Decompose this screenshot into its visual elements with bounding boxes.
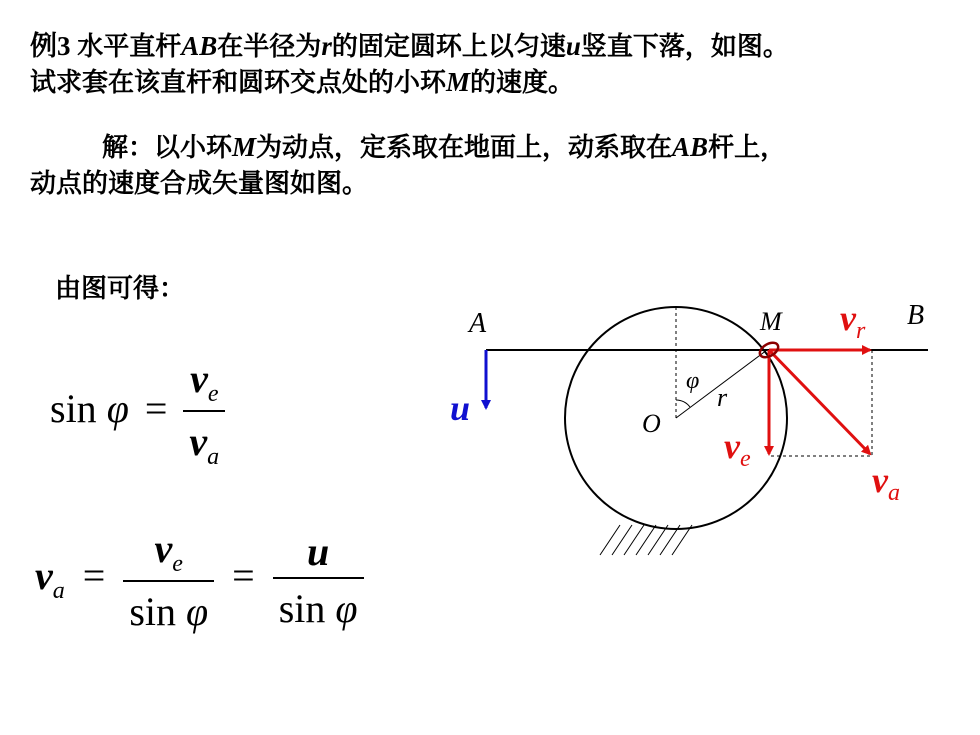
label-phi: φ — [686, 368, 700, 394]
fraction-ve-sin: $\frac{v_e}{\text{sin φ}}$ — [123, 525, 214, 635]
label-ve: $v_e$ — [724, 426, 751, 472]
fraction-ve-va: $\frac{v_e}{v_a}$ — [183, 355, 225, 471]
label-va: $v_a$ — [872, 460, 900, 506]
label-b: B — [907, 300, 925, 331]
solution-line-2: 动点的速度合成矢量图如图。 — [30, 169, 369, 199]
label-vr: $v_r$ — [840, 298, 866, 344]
formula-va: $v_a$ = $\frac{v_e}{\text{sin φ}}$ = $\frac{u}{\text{sin φ}}$ — [35, 525, 364, 635]
formula-sin-phi: sin φ = $\frac{v_e}{v_a}$ — [50, 355, 225, 471]
label-r: r — [717, 383, 728, 412]
phi-arc — [676, 400, 690, 407]
fraction-u-sin: $\frac{u}{\text{sin φ}}$ — [273, 528, 364, 632]
problem-line-1: 例3 水平直杆AB在半径为r的固定圆环上以匀速u竖直下落，如图。 — [30, 31, 789, 62]
label-o: O — [642, 409, 661, 438]
label-a: A — [469, 308, 487, 339]
derivation-heading: 由图可得： — [55, 274, 186, 304]
velocity-diagram — [420, 280, 960, 570]
problem-line-2: 试求套在该直杆和圆环交点处的小环M的速度。 — [30, 67, 575, 98]
solution-line-1: 解：以小环M为动点，定系取在地面上，动系取在AB杆上， — [102, 132, 787, 163]
label-m: M — [760, 307, 782, 336]
label-u: u — [450, 388, 471, 428]
example-number: 例3 — [30, 31, 78, 61]
